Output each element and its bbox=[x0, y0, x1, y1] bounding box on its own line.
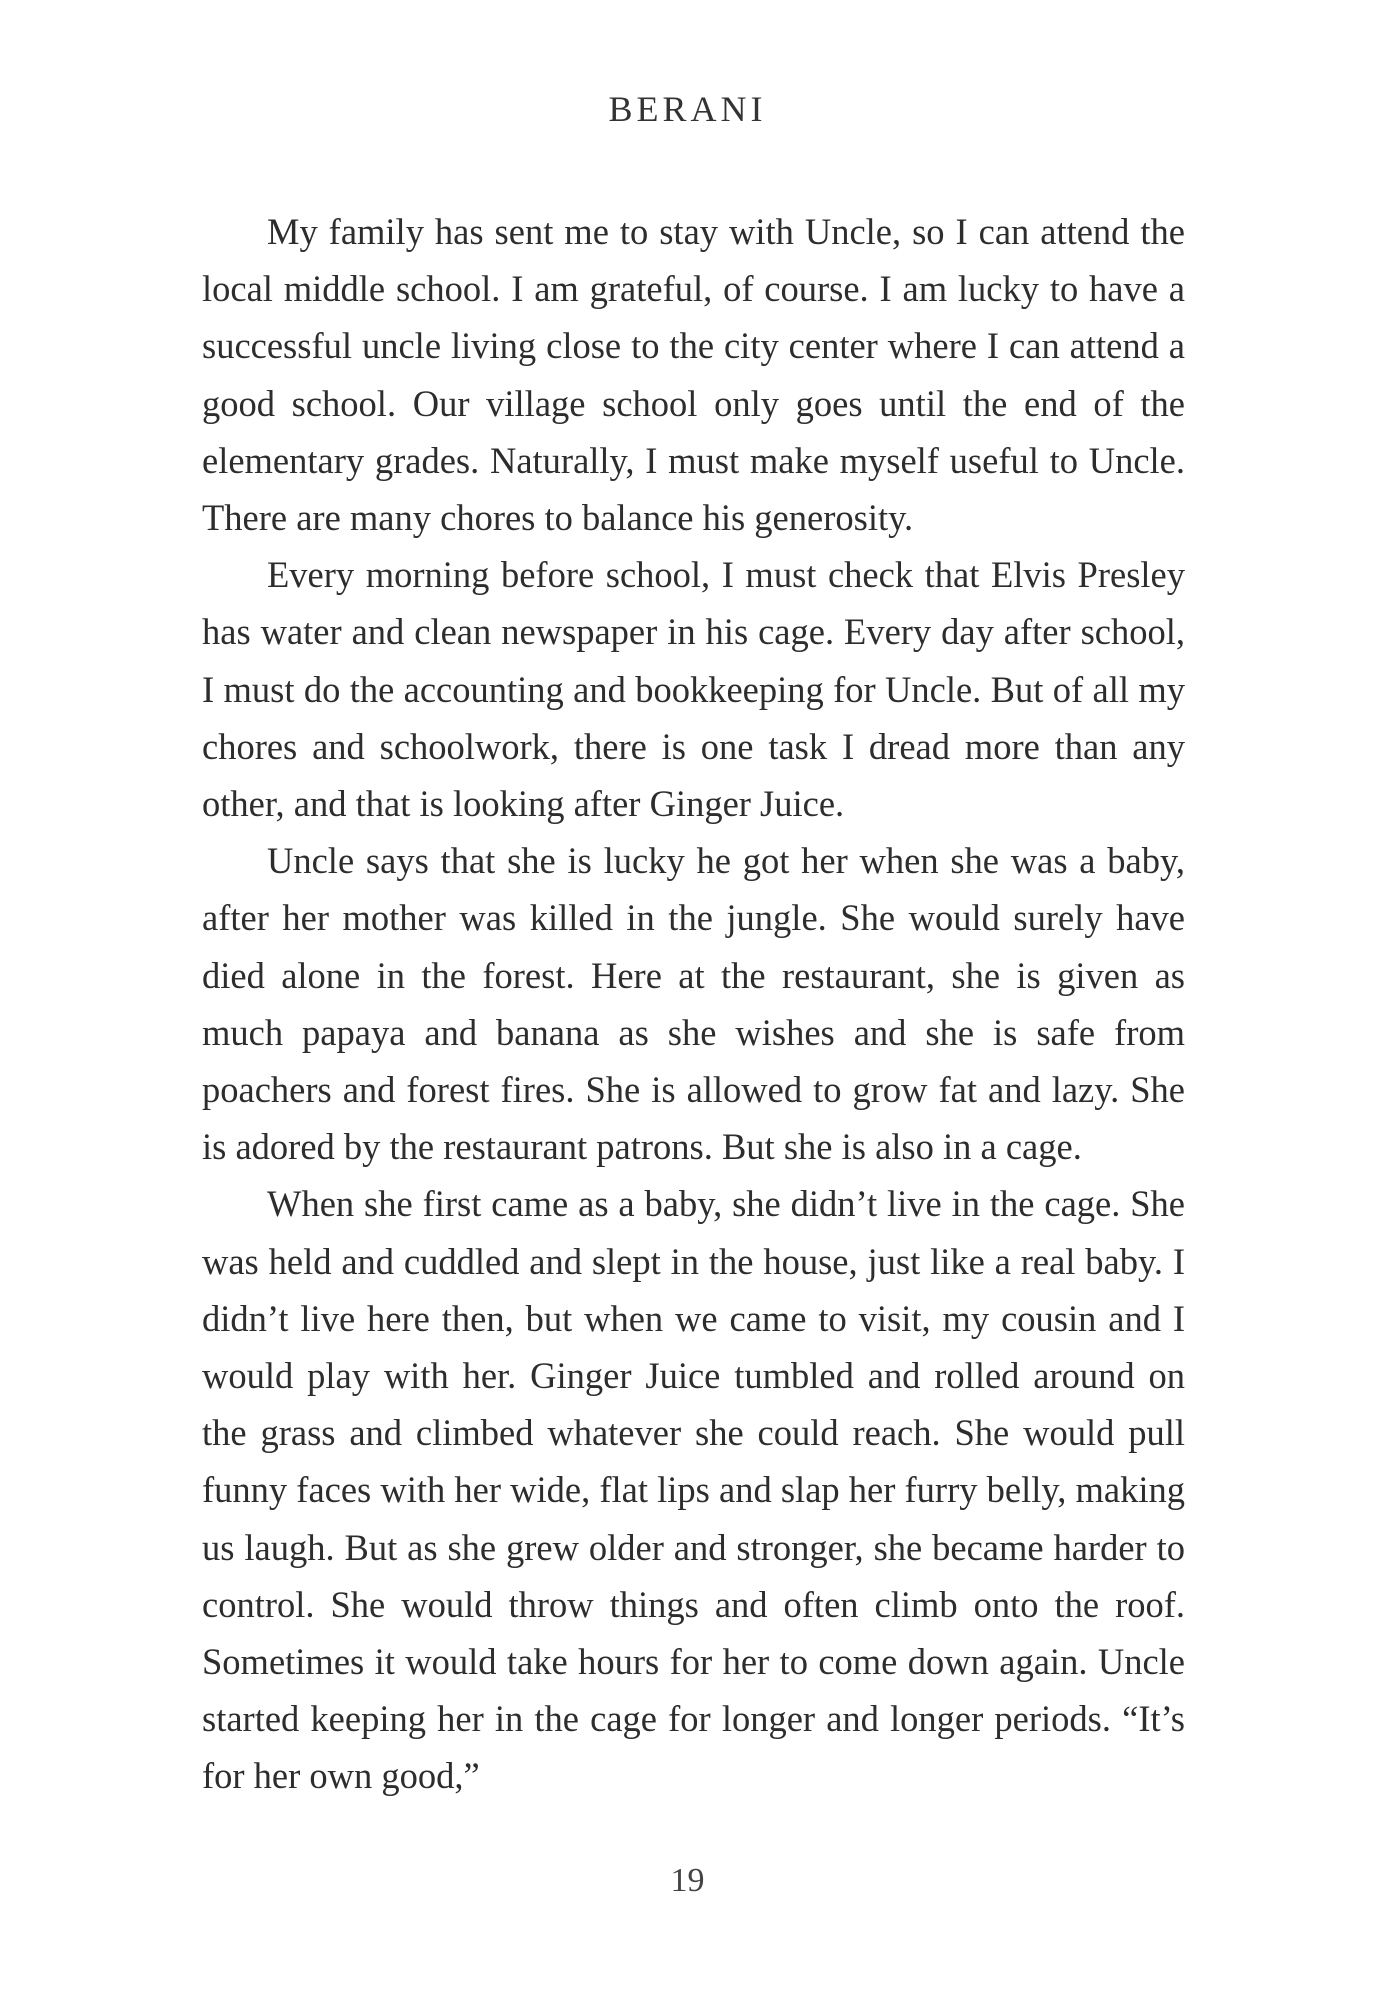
paragraph: Every morning before school, I must check that Elvis Presley has water and clean newspaper in his cage. Every day after school, I must do the accounting and bookkeeping for Uncle. But of all my chores and schoolwork, there is one task I dread more than any other, and that is looking after Ginger Juice. bbox=[202, 554, 1185, 825]
paragraph: My family has sent me to stay with Uncle, so I can attend the local middle school. I am grateful, of course. I am lucky to have a successful uncle living close to the city center where I can attend a good school. Our village school only goes until the end of the elementary grades. Naturally, I must make myself useful to Uncle. There are many chores to balance his generosity. bbox=[202, 211, 1185, 539]
paragraph: When she first came as a baby, she didn’t live in the cage. She was held and cuddled and slept in the house, just like a real baby. I didn’t live here then, but when we came to visit, my cousin and I would play with her. Ginger Juice tumbled and rolled around on the grass and climbed whatever she could reach. She would pull funny faces with her wide, flat lips and slap her furry belly, making us laugh. But as she grew older and stronger, she became harder to control. She would throw things and often climb onto the roof. Sometimes it would take hours for her to come down again. Uncle started keeping her in the cage for longer and longer periods. “It’s for her own good,” bbox=[202, 1183, 1185, 1797]
body-text bbox=[202, 203, 1185, 1805]
page-number: 19 bbox=[670, 1862, 705, 1899]
running-head-title: BERANI bbox=[608, 89, 767, 129]
paragraph: Uncle says that she is lucky he got her when she was a baby, after her mother was killed in the jungle. She would surely have died alone in the forest. Here at the restaurant, she is given as much papaya and banana as she wishes and she is safe from poachers and forest fires. She is allowed to grow fat and lazy. She is adored by the restaurant patrons. But she is also in a cage. bbox=[202, 840, 1185, 1168]
